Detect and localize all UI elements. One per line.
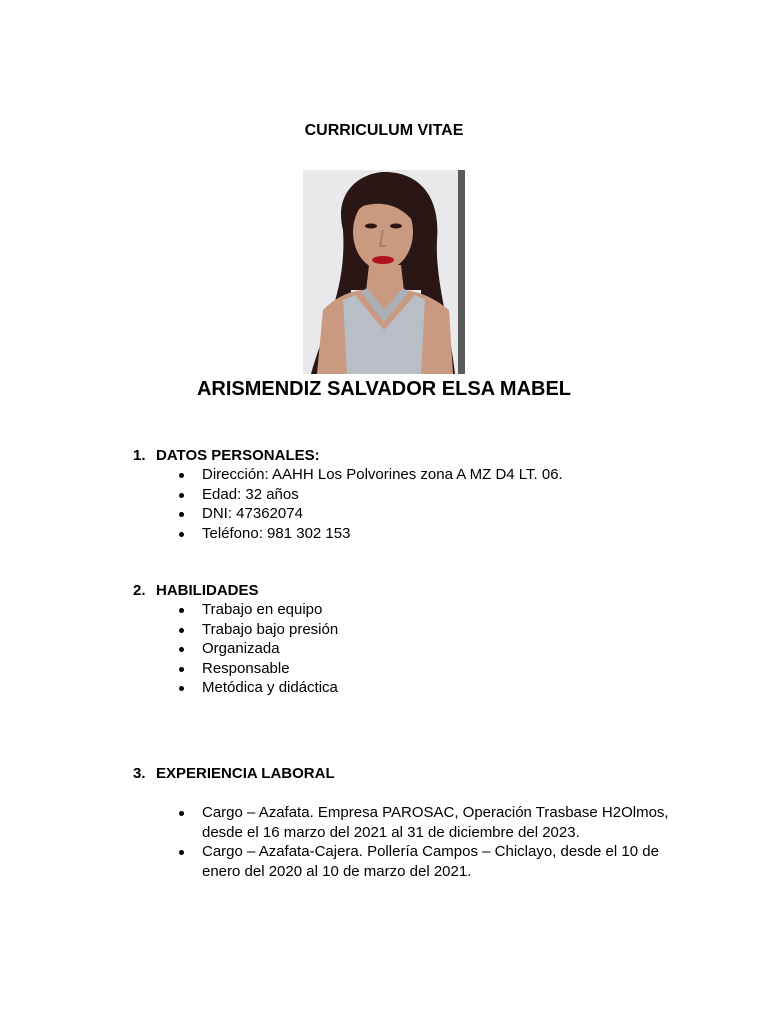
section-heading — [133, 764, 673, 783]
section-title: DATOS PERSONALES: — [156, 447, 320, 464]
list-item: Dirección: AAHH Los Polvorines zona A MZ D4 LT. 06. — [133, 465, 673, 485]
list-item: Trabajo bajo presión — [133, 620, 673, 640]
section-number: 2. — [133, 582, 146, 599]
list-item: Metódica y didáctica — [133, 678, 673, 698]
section-title: HABILIDADES — [156, 582, 259, 599]
section-number: 1. — [133, 447, 146, 464]
candidate-name: ARISMENDIZ SALVADOR ELSA MABEL — [196, 378, 572, 400]
list-item: DNI: 47362074 — [133, 504, 673, 524]
portrait-photo — [303, 170, 465, 374]
bullet-list — [133, 803, 673, 881]
section-heading — [133, 446, 673, 465]
section-number: 3. — [133, 765, 146, 782]
document-title: CURRICULUM VITAE — [304, 122, 464, 139]
section-title: EXPERIENCIA LABORAL — [156, 765, 335, 782]
bullet-list — [133, 600, 673, 698]
list-item: Responsable — [133, 659, 673, 679]
list-item: Teléfono: 981 302 153 — [133, 524, 673, 544]
list-item: Trabajo en equipo — [133, 600, 673, 620]
list-item: Cargo – Azafata. Empresa PAROSAC, Operación Trasbase H2Olmos, desde el 16 marzo del 2021 al 31 de diciembre del 2023. — [133, 803, 673, 842]
portrait-photo-icon — [303, 170, 465, 374]
section-datos-personales — [133, 446, 673, 543]
section-heading — [133, 581, 673, 600]
bullet-list — [133, 465, 673, 543]
list-item: Organizada — [133, 639, 673, 659]
section-habilidades — [133, 581, 673, 698]
section-experiencia-laboral — [133, 764, 673, 881]
list-item: Edad: 32 años — [133, 485, 673, 505]
list-item: Cargo – Azafata-Cajera. Pollería Campos – Chiclayo, desde el 10 de enero del 2020 al 10 de marzo del 2021. — [133, 842, 673, 881]
